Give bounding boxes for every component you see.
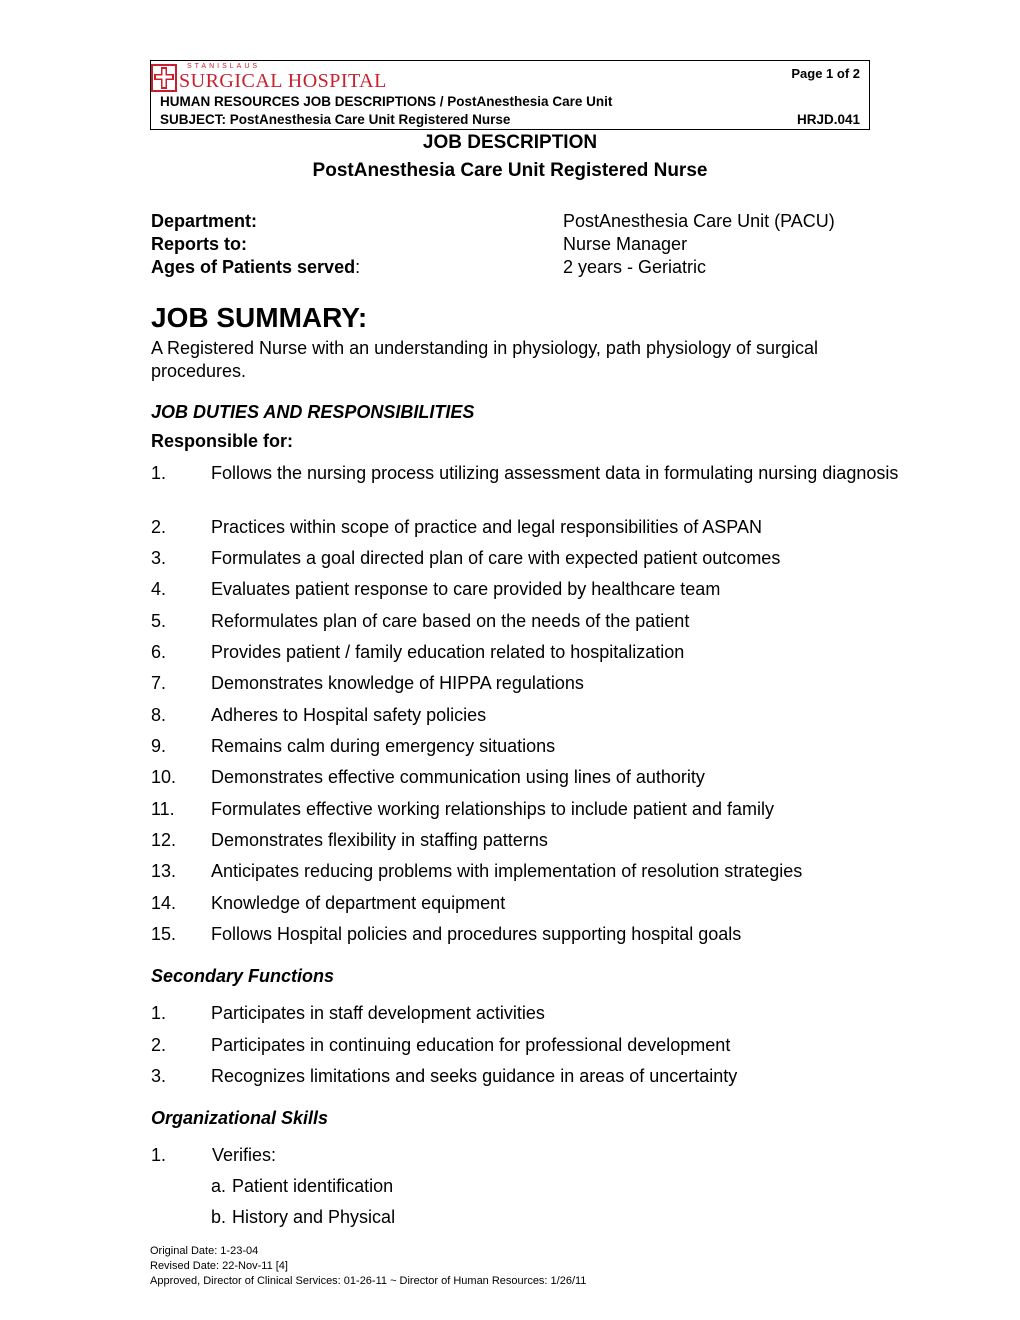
logo-top-text: STANISLAUS xyxy=(187,62,261,70)
document-code: HRJD.041 xyxy=(796,112,860,127)
duties-heading: JOB DUTIES AND RESPONSIBILITIES xyxy=(151,402,475,422)
info-label: Department: xyxy=(151,211,258,231)
info-value: 2 years - Geriatric xyxy=(563,257,707,277)
info-value: PostAnesthesia Care Unit (PACU) xyxy=(563,211,835,231)
organizational-skills-heading: Organizational Skills xyxy=(151,1108,329,1128)
job-summary-text: A Registered Nurse with an understanding in physiology, path physiology of surgical procedures. xyxy=(151,338,819,381)
page-number: Page 1 of 2 xyxy=(791,66,860,81)
info-label: Reports to: xyxy=(151,234,247,254)
job-summary-heading: JOB SUMMARY: xyxy=(151,302,368,333)
info-label: Ages of Patients served: xyxy=(151,257,361,277)
page-title: JOB DESCRIPTION xyxy=(422,132,598,153)
secondary-functions-heading: Secondary Functions xyxy=(151,966,335,986)
logo-main-text: SURGICAL HOSPITAL xyxy=(179,69,387,92)
responsible-for-label: Responsible for: xyxy=(151,431,294,451)
footer-approvals: Approved, Director of Clinical Services: 01-26-11 ~ Director of Human Resources: 1/26/11 xyxy=(150,1275,587,1287)
footer-original-date: Original Date: 1-23-04 xyxy=(150,1245,259,1257)
header-subject-line: SUBJECT: PostAnesthesia Care Unit Registered Nurse xyxy=(160,112,511,127)
hospital-logo xyxy=(151,63,387,93)
document-header xyxy=(150,60,870,130)
footer-revised-date: Revised Date: 22-Nov-11 [4] xyxy=(150,1260,288,1272)
header-department-line: HUMAN RESOURCES JOB DESCRIPTIONS / PostAnesthesia Care Unit xyxy=(160,94,613,109)
page-subtitle: PostAnesthesia Care Unit Registered Nurse xyxy=(312,160,708,181)
info-value: Nurse Manager xyxy=(563,234,688,254)
hospital-cross-icon xyxy=(151,64,177,92)
